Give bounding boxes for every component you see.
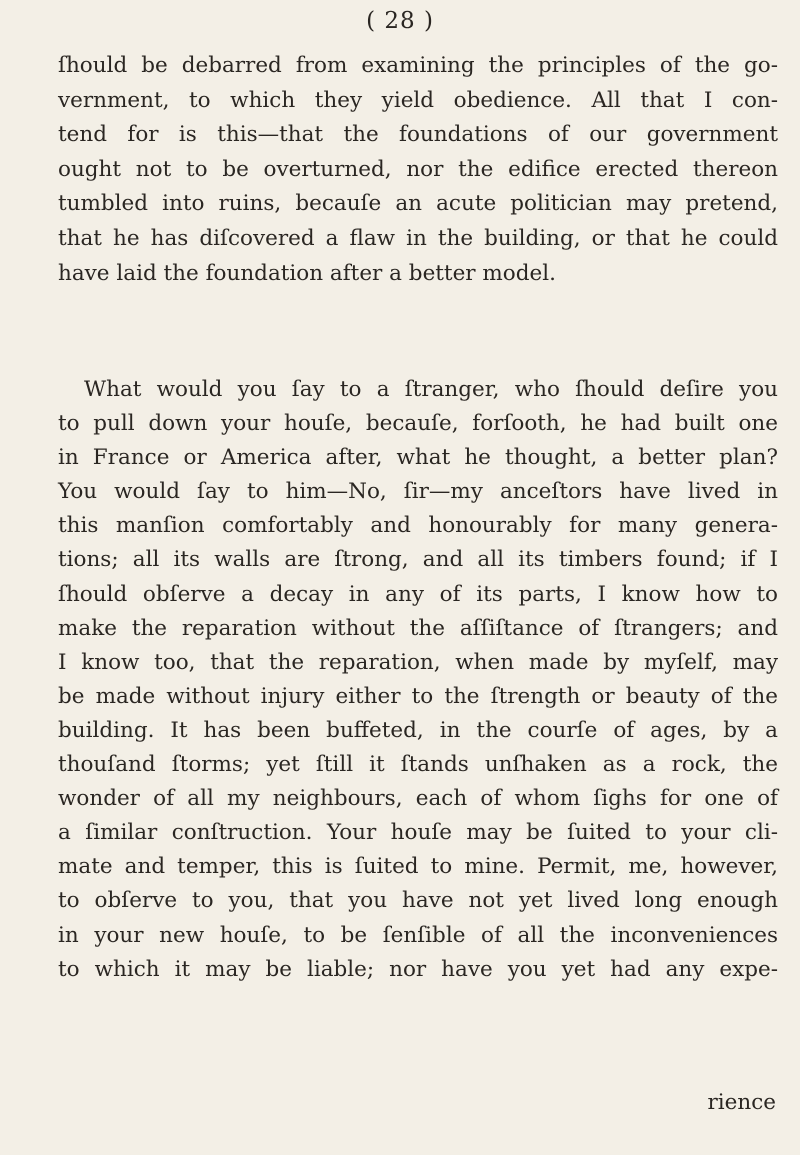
- paragraph-1: [58, 49, 778, 291]
- text-line: mate and temper, this is ſuited to mine. Permit, me, however,: [58, 854, 778, 880]
- text-line: be made without injury either to the ſtrength or beauty of the: [58, 683, 778, 709]
- text-line: thouſand ſtorms; yet ſtill it ſtands unſhaken as a rock, the: [58, 752, 778, 778]
- text-line: building. It has been buffeted, in the courſe of ages, by a: [58, 717, 778, 743]
- text-line: tend for is this—that the foundations of our government: [58, 122, 778, 148]
- text-line: have laid the foundation after a better model.: [58, 260, 556, 286]
- text-line: What would you ſay to a ſtranger, who ſhould deſire you: [84, 377, 778, 402]
- text-line: ſhould obſerve a decay in any of its parts, I know how to: [58, 581, 778, 607]
- text-line: in France or America after, what he thought, a better plan?: [58, 445, 778, 471]
- text-line: to pull down your houſe, becauſe, forſooth, he had built one: [58, 411, 778, 437]
- text-line: a ſimilar conſtruction. Your houſe may be ſuited to your cli-: [58, 820, 778, 846]
- text-line: to which it may be liable; nor have you yet had any expe-: [58, 956, 778, 982]
- text-line: make the reparation without the aſſiſtance of ſtrangers; and: [58, 615, 778, 641]
- text-line: wonder of all my neighbours, each of whom ſighs for one of: [58, 786, 778, 812]
- text-line: ſhould be debarred from examining the principles of the go-: [58, 53, 778, 78]
- text-line: to obſerve to you, that you have not yet lived long enough: [58, 888, 778, 914]
- text-line: You would ſay to him—No, ſir—my anceſtors have lived in: [58, 479, 778, 505]
- text-line: tions; all its walls are ſtrong, and all its timbers found; if I: [58, 547, 778, 573]
- catchword: rience: [707, 1090, 776, 1115]
- paragraph-2: [58, 373, 778, 987]
- text-line: that he has diſcovered a flaw in the building, or that he could: [58, 225, 778, 251]
- text-line: tumbled into ruins, becauſe an acute politician may pretend,: [58, 191, 778, 217]
- page-number-header: ( 28 ): [366, 8, 434, 34]
- text-line: ought not to be overturned, nor the edifice erected thereon: [58, 156, 778, 182]
- text-line: this manſion comfortably and honourably for many genera-: [58, 513, 778, 539]
- text-line: vernment, to which they yield obedience. All that I con-: [58, 87, 778, 113]
- text-line: in your new houſe, to be ſenſible of all the inconveniences: [58, 922, 778, 948]
- text-line: I know too, that the reparation, when made by myſelf, may: [58, 649, 778, 675]
